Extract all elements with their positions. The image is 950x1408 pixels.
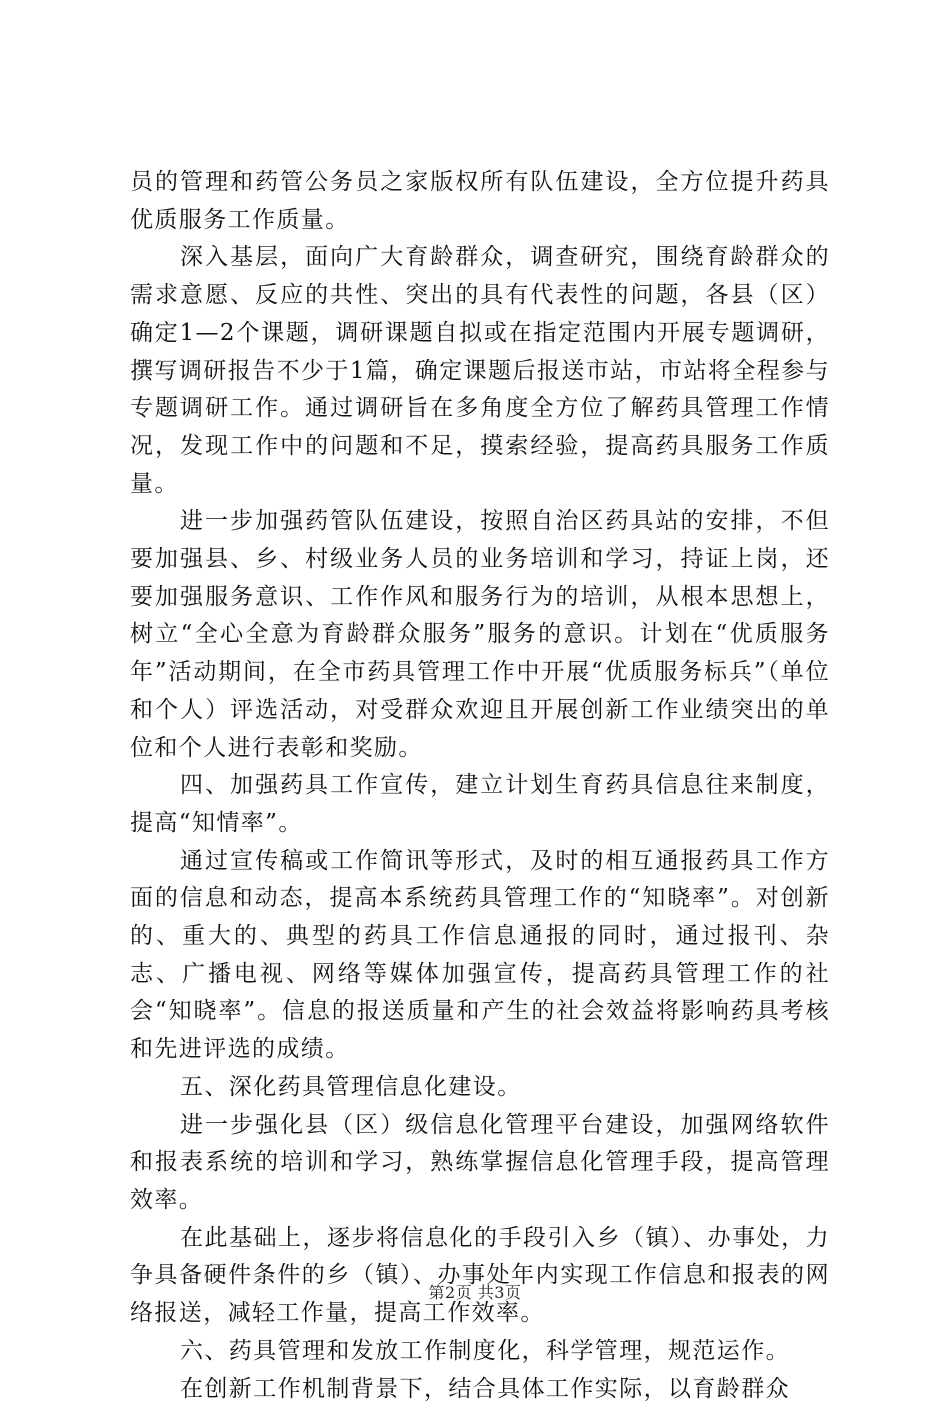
paragraph-1: 员的管理和药管公务员之家版权所有队伍建设，全方位提升药具优质服务工作质量。: [130, 164, 830, 239]
section-heading-4: 四、加强药具工作宣传，建立计划生育药具信息往来制度，提高“知情率”。: [130, 767, 830, 842]
paragraph-10: 在创新工作机制背景下，结合具体工作实际，以育龄群众: [130, 1371, 830, 1408]
section-heading-6: 六、药具管理和发放工作制度化，科学管理，规范运作。: [130, 1333, 830, 1371]
paragraph-2: 深入基层，面向广大育龄群众，调查研究，围绕育龄群众的需求意愿、反应的共性、突出的具有代表性的问题，各县（区）确定1—2个课题，调研课题自拟或在指定范围内开展专题调研，撰写调研报告不少于1篇，确定课题后报送市站，市站将全程参与专题调研工作。通过调研旨在多角度全方位了解药具管理工作情况，发现工作中的问题和不足，摸索经验，提高药具服务工作质量。: [130, 239, 830, 503]
paragraph-5: 通过宣传稿或工作简讯等形式，及时的相互通报药具工作方面的信息和动态，提高本系统药具管理工作的“知晓率”。对创新的、重大的、典型的药具工作信息通报的同时，通过报刊、杂志、广播电视、网络等媒体加强宣传，提高药具管理工作的社会“知晓率”。信息的报送质量和产生的社会效益将影响药具考核和先进评选的成绩。: [130, 843, 830, 1069]
section-heading-5: 五、深化药具管理信息化建设。: [130, 1069, 830, 1107]
page-footer: 第2页 共3页: [0, 1280, 950, 1303]
paragraph-7: 进一步强化县（区）级信息化管理平台建设，加强网络软件和报表系统的培训和学习，熟练掌握信息化管理手段，提高管理效率。: [130, 1107, 830, 1220]
paragraph-3: 进一步加强药管队伍建设，按照自治区药具站的安排，不但要加强县、乡、村级业务人员的业务培训和学习，持证上岗，还要加强服务意识、工作作风和服务行为的培训，从根本思想上，树立“全心全意为育龄群众服务”服务的意识。计划在“优质服务年”活动期间，在全市药具管理工作中开展“优质服务标兵”（单位和个人）评选活动，对受群众欢迎且开展创新工作业绩突出的单位和个人进行表彰和奖励。: [130, 503, 830, 767]
document-body: [130, 164, 830, 1408]
paragraph-8: 在此基础上，逐步将信息化的手段引入乡（镇）、办事处，力争具备硬件条件的乡（镇）、办事处年内实现工作信息和报表的网络报送，减轻工作量，提高工作效率。: [130, 1220, 830, 1333]
